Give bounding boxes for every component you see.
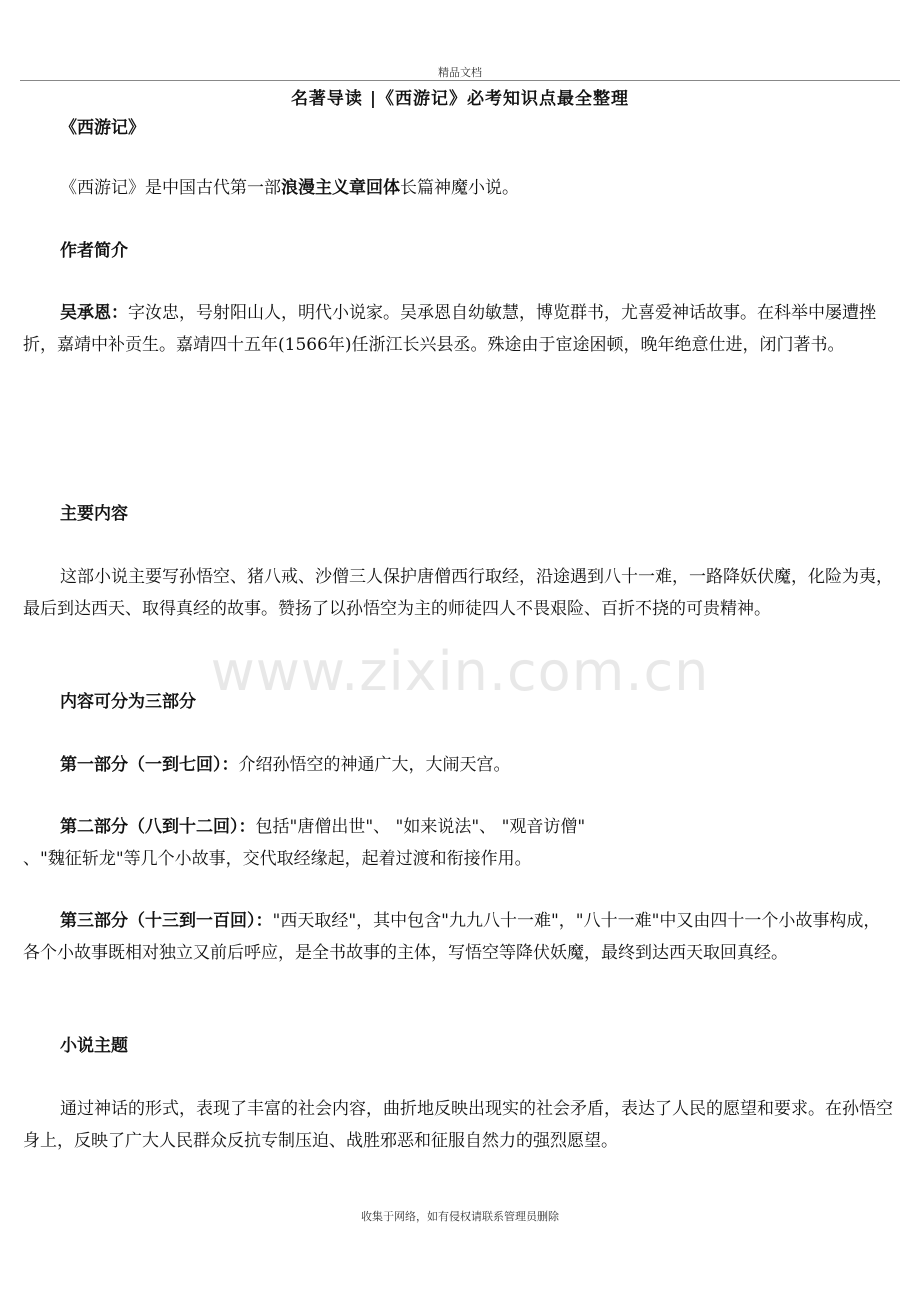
header-label: 精品文档 [438, 66, 482, 79]
part3-paragraph [23, 905, 897, 969]
part1-text: 介绍孙悟空的神通广大，大闹天宫。 [238, 755, 511, 775]
author-heading: 作者简介 [60, 241, 128, 261]
part3-label: 第三部分（十三到一百回）： [60, 911, 273, 931]
intro-text-before: 《西游记》是中国古代第一部 [60, 178, 281, 198]
part2-text-line1: 包括"唐僧出世"、 "如来说法"、 "观音访僧" [255, 817, 586, 837]
part1-label: 第一部分（一到七回）： [60, 755, 239, 775]
document-title: 名著导读 |《西游记》必考知识点最全整理 [290, 89, 630, 109]
content-paragraph: 这部小说主要写孙悟空、猪八戒、沙僧三人保护唐僧西行取经，沿途遇到八十一难，一路降妖伏魔，化险为夷，最后到达西天、取得真经的故事。赞扬了以孙悟空为主的师徒四人不畏艰险、百折不挠的可贵精神。 [23, 567, 893, 619]
intro-bold-term: 浪漫主义章回体 [281, 178, 400, 198]
header-divider [20, 80, 900, 81]
watermark: www.zixin.com.cn [210, 640, 710, 703]
part2-label: 第二部分（八到十二回）： [60, 817, 256, 837]
theme-paragraph: 通过神话的形式，表现了丰富的社会内容，曲折地反映出现实的社会矛盾，表达了人民的愿望和要求。在孙悟空身上，反映了广大人民群众反抗专制压迫、战胜邪恶和征服自然力的强烈愿望。 [23, 1099, 893, 1151]
author-paragraph [23, 297, 897, 361]
intro-paragraph [23, 172, 897, 204]
author-text: 字汝忠，号射阳山人，明代小说家。吴承恩自幼敏慧，博览群书，尤喜爱神话故事。在科举中屡遭挫折，嘉靖中补贡生。嘉靖四十五年(1566年)任浙江长兴县丞。殊途由于宦途困顿，晚年绝意仕进，闭门著书。 [23, 303, 876, 355]
part3-text: "西天取经"，其中包含"九九八十一难"，"八十一难"中又由四十一个小故事构成，各个小故事既相对独立又前后呼应，是全书故事的主体，写悟空等降伏妖魔，最终到达西天取回真经。 [23, 911, 881, 963]
book-heading: 《西游记》 [60, 118, 145, 138]
parts-heading: 内容可分为三部分 [60, 692, 196, 712]
footer-label: 收集于网络，如有侵权请联系管理员删除 [361, 1210, 559, 1223]
intro-text-after: 长篇神魔小说。 [400, 178, 519, 198]
content-heading: 主要内容 [60, 504, 128, 524]
theme-heading: 小说主题 [60, 1036, 128, 1056]
part2-line2: 、"魏征斩龙"等几个小故事，交代取经缘起，起着过渡和衔接作用。 [23, 849, 532, 869]
part2-line1 [23, 811, 897, 843]
author-name: 吴承恩： [60, 303, 128, 323]
part1-paragraph [23, 749, 897, 781]
